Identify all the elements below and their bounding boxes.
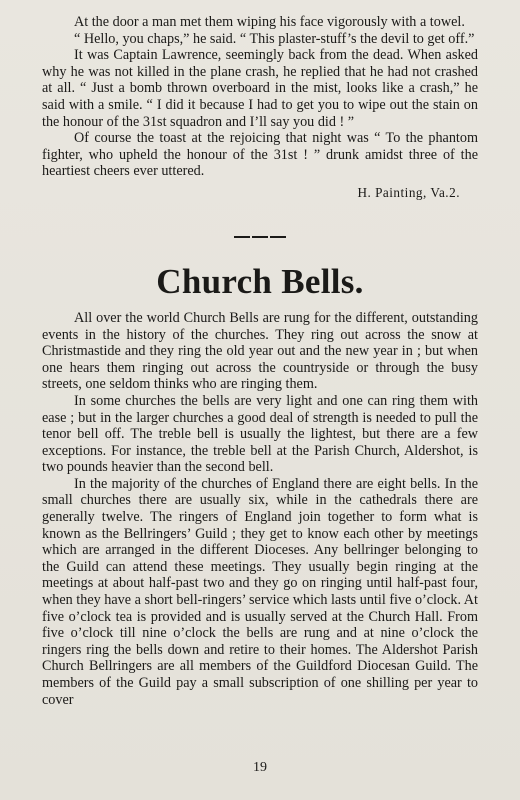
divider-dash <box>252 236 268 238</box>
story-paragraph: Of course the toast at the rejoicing that night was “ To the phantom fighter, who upheld the honour of the 31st ! ” drunk amidst three of the heartiest cheers ever uttered. <box>42 130 478 180</box>
page-number: 19 <box>253 760 267 775</box>
story-paragraph: “ Hello, you chaps,” he said. “ This plaster-stuff’s the devil to get off.” <box>74 30 475 47</box>
author-signature: H. Painting, Va.2. <box>357 184 460 200</box>
divider-dash <box>270 236 286 238</box>
story-paragraph: It was Captain Lawrence, seemingly back from the dead. When asked why he was not killed in the plane crash, he replied that he had not crashed at all. “ Just a bomb thrown overboard in the mist, looks like a crash,” he said with a smile. “ I did it because I had to get you to wipe out the stain on the honour of the 31st squadron and I’ll say you did ! ” <box>42 47 478 130</box>
article-paragraph: In the majority of the churches of England there are eight bells. In the small churches there are usually six, while in the cathedrals there are generally twelve. The ringers of England join together to form what is known as the Bellringers’ Guild ; they get to know each other by meetings which are arranged in the different Dioceses. Any bellringer belonging to the Guild can attend these meetings. They usually begin ringing at the meetings at about half-past two and they go on ringing until half-past four, when they have a short bell-ringers’ service which lasts until five o’clock. At five o’clock tea is provided and is usually served at the Church Hall. From five o’clock till nine o’clock the bells are rung and at nine o’clock the ringers ring the bells down and retire to their homes. The Aldershot Parish Church Bellringers are all members of the Guildford Diocesan Guild. The members of the Guild pay a small subscription of one shilling per year to cover <box>42 475 478 708</box>
section-divider <box>42 236 478 238</box>
church-bells-article <box>42 262 478 708</box>
story-paragraph: At the door a man met them wiping his face vigorously with a towel. <box>74 14 465 30</box>
article-paragraph: In some churches the bells are very light and one can ring them with ease ; but in the larger churches a good deal of strength is needed to pull the tenor bell off. The treble bell is usually the lightest, but there are a few exceptions. For instance, the treble bell at the Parish Church, Aldershot, is two pounds heavier than the second bell. <box>42 392 478 476</box>
article-title: Church Bells. <box>156 261 364 301</box>
story-ending <box>42 14 478 202</box>
article-paragraph: All over the world Church Bells are rung for the different, outstanding events in the history of the churches. They ring out across the snow at Christmastide and they ring the old year out and the new year in ; but when one hears them ringing out across the countryside or through the busy streets, one seldom thinks who are ringing them. <box>42 309 478 393</box>
divider-dash <box>234 236 250 238</box>
